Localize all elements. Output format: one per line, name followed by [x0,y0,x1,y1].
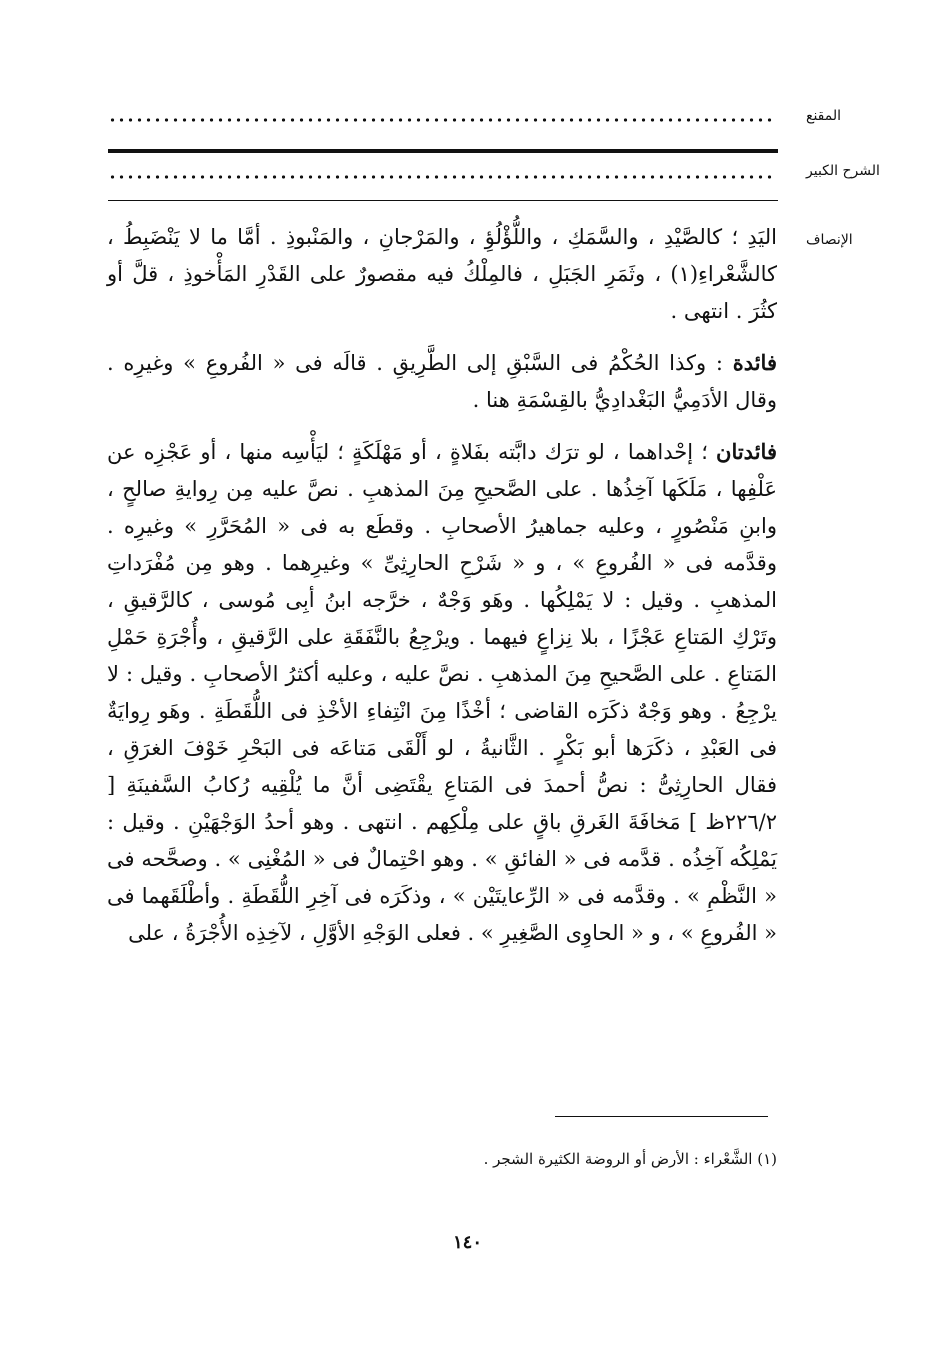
label-muqni: المقنع [806,108,842,124]
thick-rule [108,149,778,153]
paragraph-2-lead: فائدة [732,350,777,375]
label-insaf: الإنصاف [806,232,853,248]
paragraph-2-text: : وكذا الحُكْمُ فى السَّبْقِ إلى الطَّرِيقِ . قالَه فى « الفُروعِ » وغيرِه . وقال الأدَمِيُّ البَغْدادِيُّ بالقِسْمَةِ هنا . [107,351,777,412]
main-text [107,219,777,952]
footnote: (١) الشَّعْراء : الأرض أو الروضة الكثيرة الشجر . [483,1150,777,1168]
footnote-rule [555,1116,768,1117]
dotted-line-muqni [108,117,776,123]
paragraph-1-text: اليَدِ ؛ كالصَّيْدِ ، والسَّمَكِ ، واللُّؤْلُؤِ ، والمَرْجانِ ، والمَنْبوذِ . أمَّا ما لا يَنْضَبِطُ ، كالشَّعْراءِ(١) ، وثَمَرِ الجَبَلِ ، فالمِلْكُ فيه مقصورٌ على القَدْرِ المَأْخوذِ ، قلَّ أو كثُرَ . انتهى . [107,225,777,323]
paragraph-3-lead: فائدتان [716,439,777,464]
paragraph-3 [107,433,777,952]
label-sharh: الشرح الكبير [806,163,880,179]
dotted-line-sharh [108,174,776,180]
paragraph-2 [107,344,777,419]
paragraph-3-text: ؛ إحْداهما ، لو ترَك دابَّته بفَلاةٍ ، أو مَهْلَكَةٍ ؛ ليَأْسِه منها ، أو عَجْزِه عن عَلْفِها ، مَلَكَها آخِذُها . على الصَّحيحِ مِنَ المذهبِ . نصَّ عليه مِن رِوايةِ صالحٍ ، وابنِ مَنْصُورٍ ، وعليه جماهيرُ الأصحابِ . وقطَع به فى « المُحَرَّرِ » وغيرِه . وقدَّمه فى « الفُروعِ » ، و « شَرْحِ الحارِثِىِّ » وغيرِهما . وهو مِن مُفْرَداتِ المذهبِ . وقيل : لا يَمْلِكُها . وهَو وَجْهٌ ، خرَّجه ابنُ أبِى مُوسى ، كالرَّقيقِ ، وتَرْكِ المَتاعِ عَجْزًا ، بلا نِزاعٍ فيهما . ويرْجِعُ بالنَّفَقَةِ على الرَّقيقِ ، وأُجْرَةِ حَمْلِ المَتاعِ . على الصَّحيحِ مِنَ المذهبِ . نصَّ عليه ، وعليه أكثرُ الأصحابِ . وقيل : لا يرْجِعُ . وهو وَجْهٌ ذكَرَه القاضى ؛ أخْذًا مِنَ انْتِفاءِ الأخْذِ فى اللُّقَطَةِ . وهَو رِوايَةٌ فى العَبْدِ ، ذكَرَها أبو بَكْرٍ . الثَّانيةُ ، لو أَلْقَى مَتاعَه فى البَحْرِ خَوْفَ الغرَقِ ، فقال الحارِثِىُّ : نصُّ أحمدَ فى المَتاعِ يقْتَضِى أنَّ ما يُلْقِيه رُكابُ السَّفينَةِ [ ٢٢٦/٢ظ ] مَخافَةَ الغَرقِ باقٍ على مِلْكِهم . انتهى . وهو أحدُ الوَجْهَيْنِ . وقيل : يَمْلِكُه آخِذُه . قدَّمه فى « الفائقِ » . وهو احْتِمالٌ فى « المُغْنِى » . وصحَّحه فى « النَّظْمِ » . وقدَّمه فى « الرِّعايتَيْن » ، وذكَرَه فى آخِرِ اللُّقَطَةِ . وأطْلَقَهما فى « الفُروعِ » ، و « الحاوِى الصَّغِيرِ » . فعلى الوَجْهِ الأوَّلِ ، لآخِذِه الأُجْرَةُ ، على [107,440,777,945]
page-number: ١٤٠ [452,1232,482,1253]
thin-rule [108,200,778,201]
paragraph-1 [107,219,777,330]
